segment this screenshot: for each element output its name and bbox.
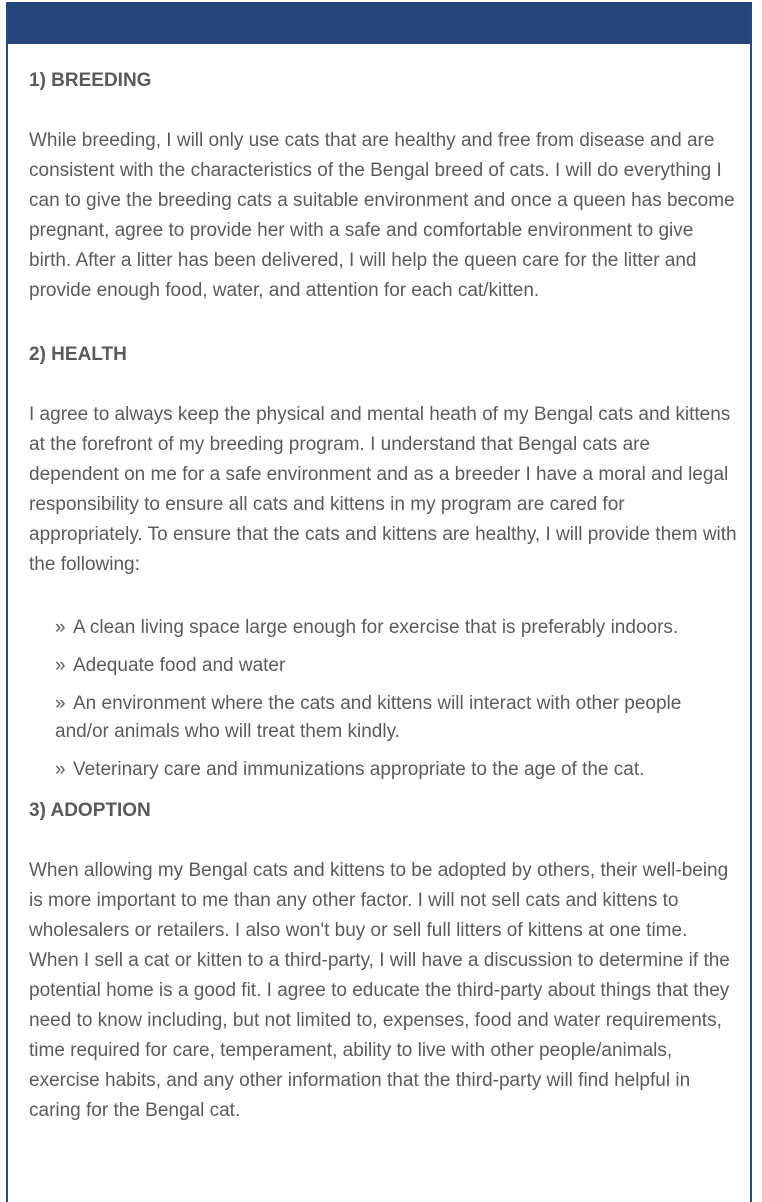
content-panel (6, 2, 752, 1202)
breeding-paragraph: While breeding, I will only use cats that are healthy and free from disease and are consistent with the characteristics of the Bengal breed of cats. I will do everything I can to give the breeding cats a suitable environment and once a queen has become pregnant, agree to provide her with a safe and comfortable environment to give birth. After a litter has been delivered, I will help the queen care for the litter and provide enough food, water, and attention for each cat/kitten. (29, 130, 735, 301)
list-item (55, 614, 737, 642)
list-item (55, 652, 737, 680)
adoption-paragraph: When allowing my Bengal cats and kittens to be adopted by others, their well-being is more important to me than any other factor. I will not sell cats and kittens to wholesalers or retailers. I also won't buy or sell full litters of kittens at one time. When I sell a cat or kitten to a third-party, I will have a discussion to determine if the potential home is a good fit. I agree to educate the third-party about things that they need to know including, but not limited to, expenses, food and water requirements, time required for care, temperament, ability to live with other people/animals, exercise habits, and any other information that the third-party will find helpful in caring for the Bengal cat. (29, 860, 730, 1121)
health-bullet-list (29, 614, 737, 784)
content-body (29, 44, 737, 1126)
header-bar (8, 2, 750, 44)
list-item-text: Adequate food and water (73, 655, 286, 676)
health-heading: 2) HEALTH (29, 344, 127, 365)
list-item-text: An environment where the cats and kittens will interact with other people and/or animals who will treat them kindly. (55, 693, 682, 742)
health-paragraph: I agree to always keep the physical and mental heath of my Bengal cats and kittens at the forefront of my breeding program. I understand that Bengal cats are dependent on me for a safe environment and as a breeder I have a moral and legal responsibility to ensure all cats and kittens in my program are cared for appropriately. To ensure that the cats and kittens are healthy, I will provide them with the following: (29, 404, 737, 575)
list-item (55, 756, 737, 784)
adoption-heading: 3) ADOPTION (29, 800, 151, 821)
bullet-chevron-icon: » (55, 617, 66, 638)
list-item (55, 690, 737, 746)
bullet-chevron-icon: » (55, 759, 66, 780)
bullet-chevron-icon: » (55, 693, 66, 714)
bullet-chevron-icon: » (55, 655, 66, 676)
list-item-text: A clean living space large enough for exercise that is preferably indoors. (73, 617, 679, 638)
list-item-text: Veterinary care and immunizations appropriate to the age of the cat. (73, 759, 645, 780)
breeding-heading: 1) BREEDING (29, 70, 152, 91)
